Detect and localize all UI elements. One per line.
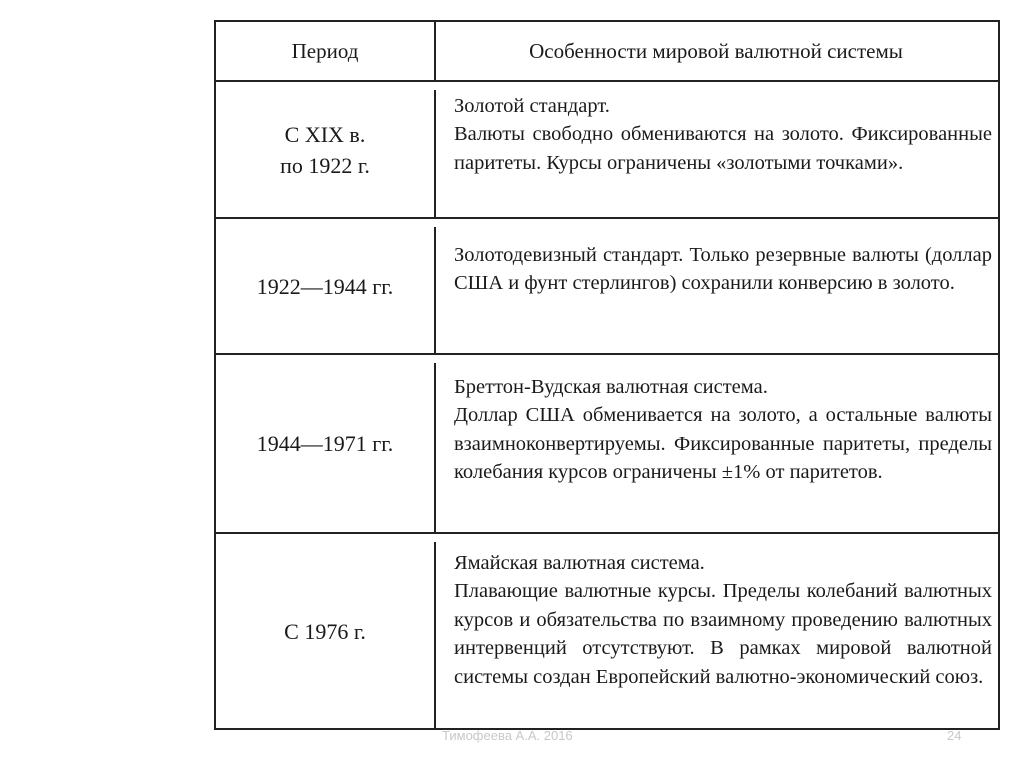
row-3-title: Бреттон-Вудская валютная система. [454, 376, 768, 398]
header-features: Особенности мировой валютной системы [529, 38, 903, 63]
row-4-title: Ямайская валютная система. [454, 552, 705, 574]
row-2-period-line-1: 1922—1944 гг. [256, 273, 394, 299]
row-3-text: Доллар США обменивается на золото, а остальные валюты взаимноконвертируемы. Фиксированные паритеты, пределы колебания курсов ограничены ±1% от паритетов. [454, 404, 992, 484]
column-divider [434, 227, 436, 353]
row-3-period-line-1: 1944—1971 гг. [256, 431, 394, 456]
header-period: Период [291, 38, 359, 63]
currency-system-table [214, 20, 1000, 730]
page-number: 24 [947, 728, 962, 743]
row-4-description [454, 549, 992, 691]
column-divider [434, 22, 436, 80]
row-2-period [216, 219, 434, 353]
row-3-period [216, 355, 434, 532]
row-1-text: Валюты свободно обмениваются на золото. Фиксированные паритеты. Курсы ограничены «золотыми точками». [454, 123, 992, 174]
column-divider [434, 542, 436, 728]
footer-author: Тимофеева А.А. 2016 [442, 728, 573, 743]
row-1-period-line-1: С XIX в. [284, 121, 366, 147]
row-3-description [454, 373, 992, 487]
row-2-description [454, 241, 992, 298]
row-1-period [216, 82, 434, 217]
column-divider [434, 90, 436, 217]
row-4-period-line-1: С 1976 г. [284, 618, 366, 644]
row-2-text: Золотодевизный стандарт. Только резервные валюты (доллар США и фунт стерлингов) сохранили конверсию в золото. [454, 244, 992, 295]
row-4-period [216, 534, 434, 728]
row-1-period-line-2: по 1922 г. [280, 152, 370, 178]
row-1-title: Золотой стандарт. [454, 95, 610, 117]
column-divider [434, 363, 436, 532]
row-1-description [454, 92, 992, 177]
row-4-text: Плавающие валютные курсы. Пределы колебаний валютных курсов и обязательства по взаимному проведению валютных интервенций отсутствуют. В рамках мировой валютной системы создан Европейский валютно-экономический союз. [454, 580, 992, 688]
